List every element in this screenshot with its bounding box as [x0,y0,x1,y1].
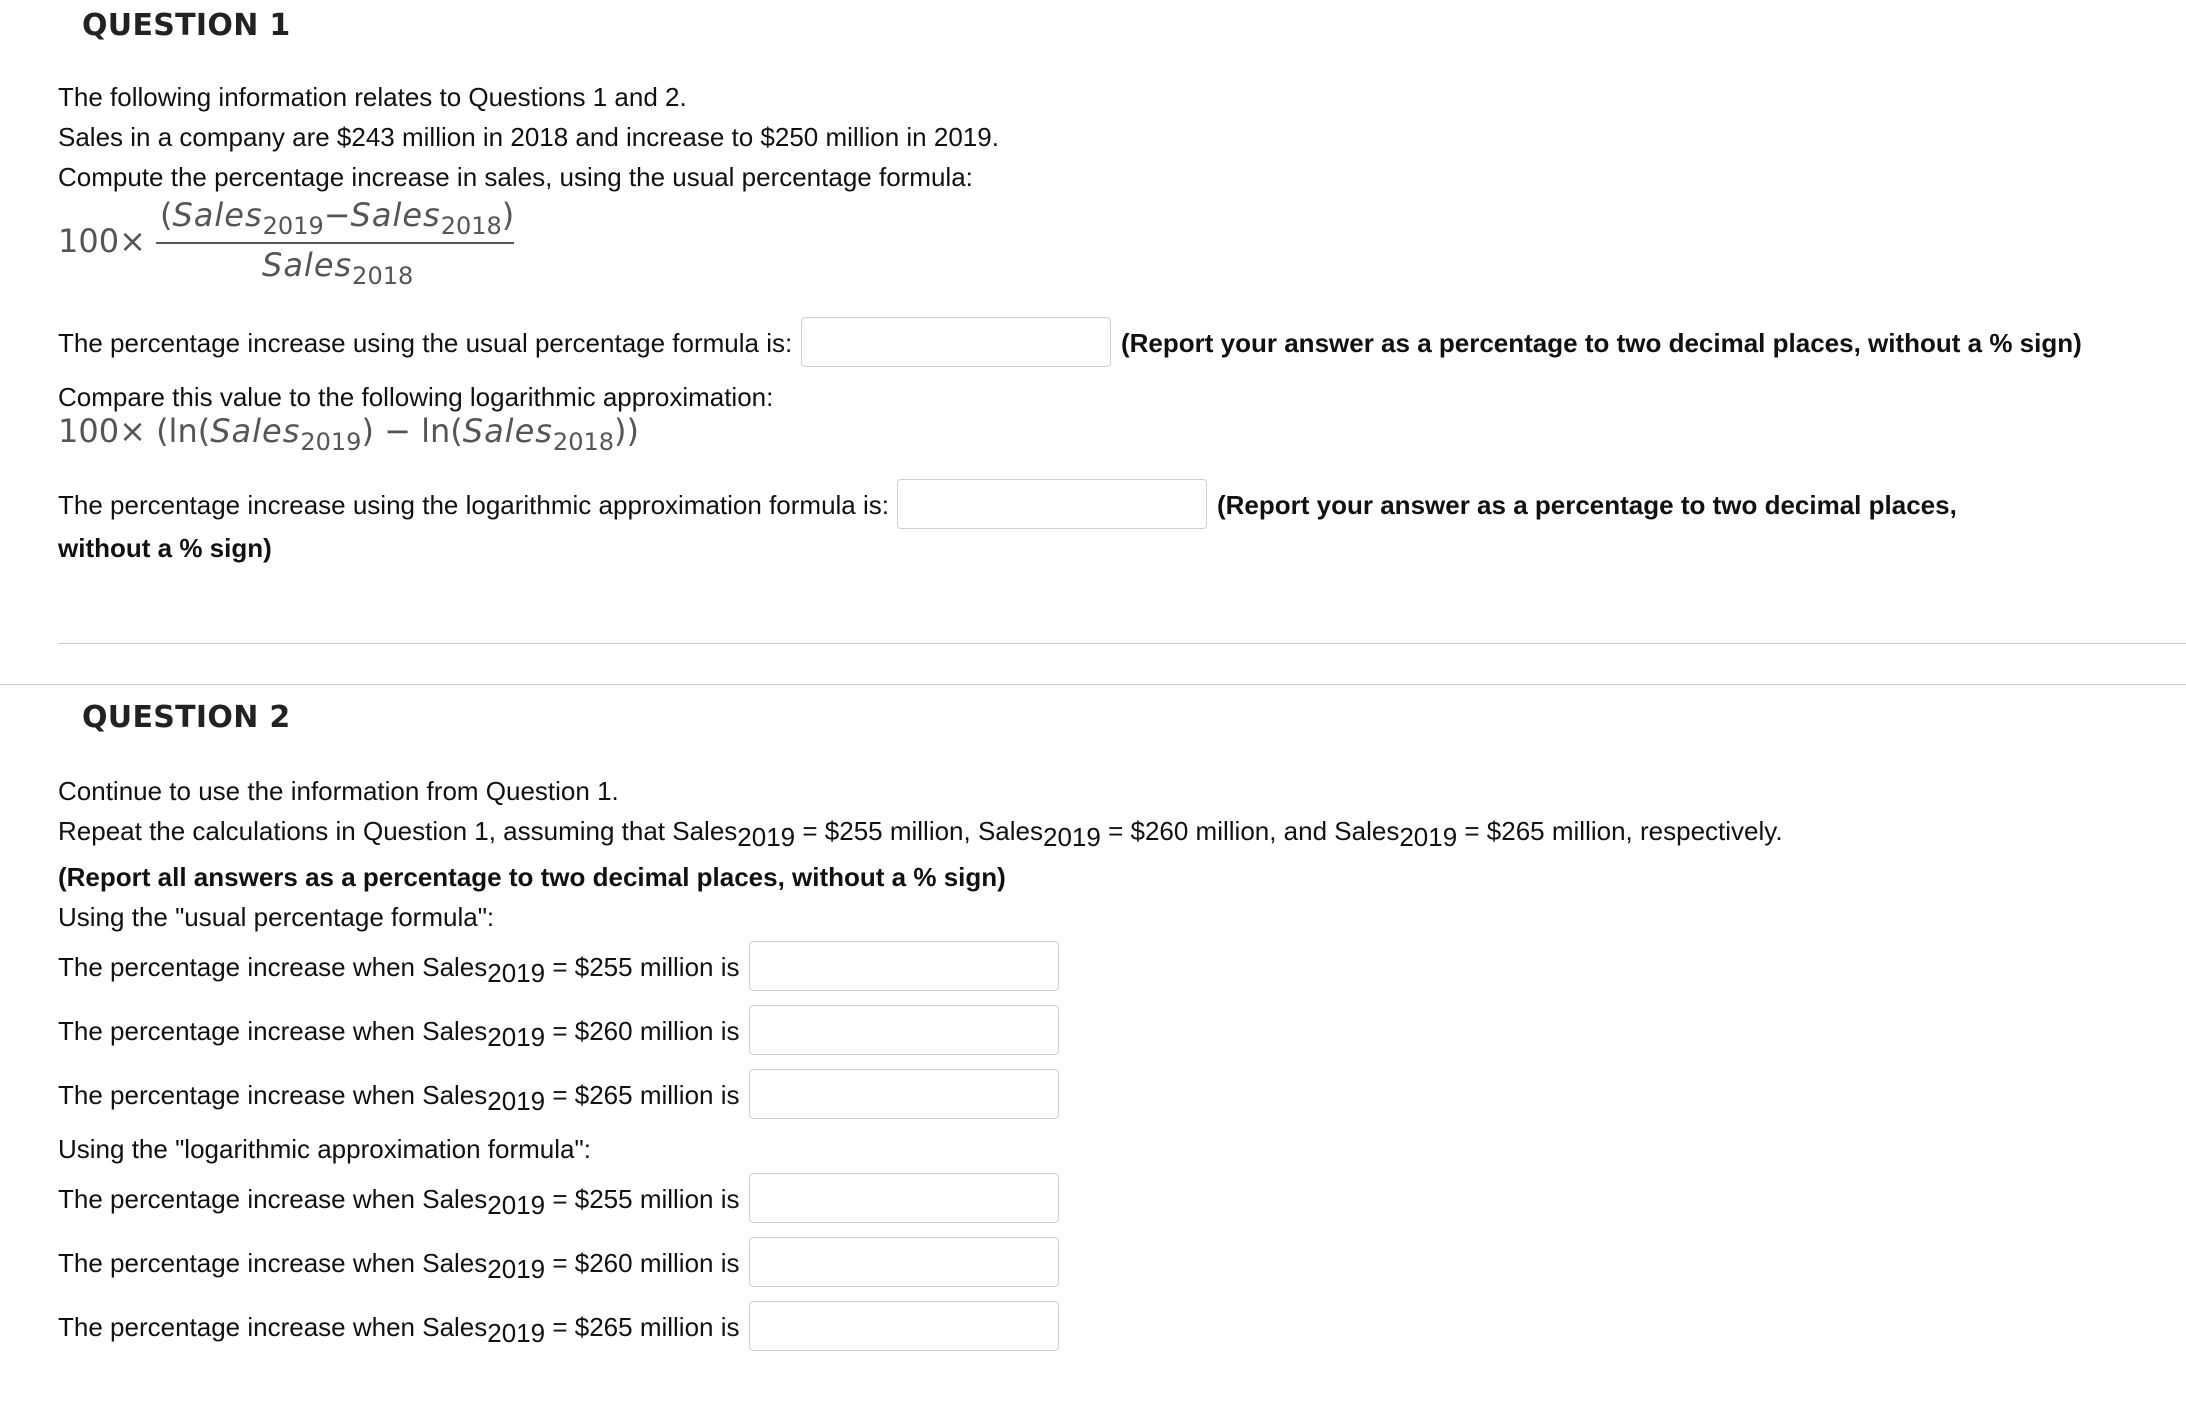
log-approximation-formula: 100× (ln(Sales$_{2019}$) − ln(Sales$_{2018}$)) [58,412,639,456]
section-divider [0,684,2186,685]
log-row-label-265: The percentage increase when Sales2019 = $265 million is [58,1312,740,1348]
usual-formula-heading: Using the "usual percentage formula": [58,902,495,932]
q2-repeat-text: Repeat the calculations in Question 1, assuming that Sales2019 = $255 million, Sales2019 = $260 million, and Sales2019 = $265 million, respectively. [58,816,1783,852]
q1-intro-1: The following information relates to Questions 1 and 2. [58,82,687,112]
formula-factor: 100× [58,222,146,260]
q1-intro-3: Compute the percentage increase in sales, using the usual percentage formula: [58,162,973,192]
log-answer-input-255[interactable] [749,1173,1059,1223]
usual-answer-input-265[interactable] [749,1069,1059,1119]
log-answer-input[interactable] [897,479,1207,529]
log-row-label-255: The percentage increase when Sales2019 = $255 million is [58,1184,740,1220]
log-formula-heading: Using the "logarithmic approximation formula": [58,1134,591,1164]
formula-denominator: Sales$_{2018}$ [262,246,414,290]
usual-answer-label: The percentage increase using the usual percentage formula is: [58,328,793,358]
q1-intro-2: Sales in a company are $243 million in 2018 and increase to $250 million in 2019. [58,122,999,152]
q2-report-instruction: (Report all answers as a percentage to two decimal places, without a % sign) [58,862,1006,892]
log-row-label-260: The percentage increase when Sales2019 = $260 million is [58,1248,740,1284]
usual-answer-input-260[interactable] [749,1005,1059,1055]
log-answer-input-265[interactable] [749,1301,1059,1351]
usual-answer-input[interactable] [801,317,1111,367]
usual-row-label-255: The percentage increase when Sales2019 = $255 million is [58,952,740,988]
usual-answer-input-255[interactable] [749,941,1059,991]
usual-row-label-260: The percentage increase when Sales2019 = $260 million is [58,1016,740,1052]
log-report-instruction-b: without a % sign) [58,533,272,563]
log-report-instruction-a: (Report your answer as a percentage to two decimal places, [1217,490,1957,520]
compare-text: Compare this value to the following logarithmic approximation: [58,382,774,412]
usual-row-label-265: The percentage increase when Sales2019 = $265 million is [58,1080,740,1116]
fraction-bar [156,242,514,244]
question-1-heading: QUESTION 1 [82,8,291,43]
log-answer-input-260[interactable] [749,1237,1059,1287]
formula-numerator: (Sales$_{2019}$−Sales$_{2018}$) [160,196,515,240]
q2-intro-1: Continue to use the information from Question 1. [58,776,619,806]
question-2-heading: QUESTION 2 [82,700,291,735]
report-instruction: (Report your answer as a percentage to two decimal places, without a % sign) [1121,328,2082,358]
section-divider-inner [58,643,2186,644]
log-answer-label: The percentage increase using the logarithmic approximation formula is: [58,490,889,520]
